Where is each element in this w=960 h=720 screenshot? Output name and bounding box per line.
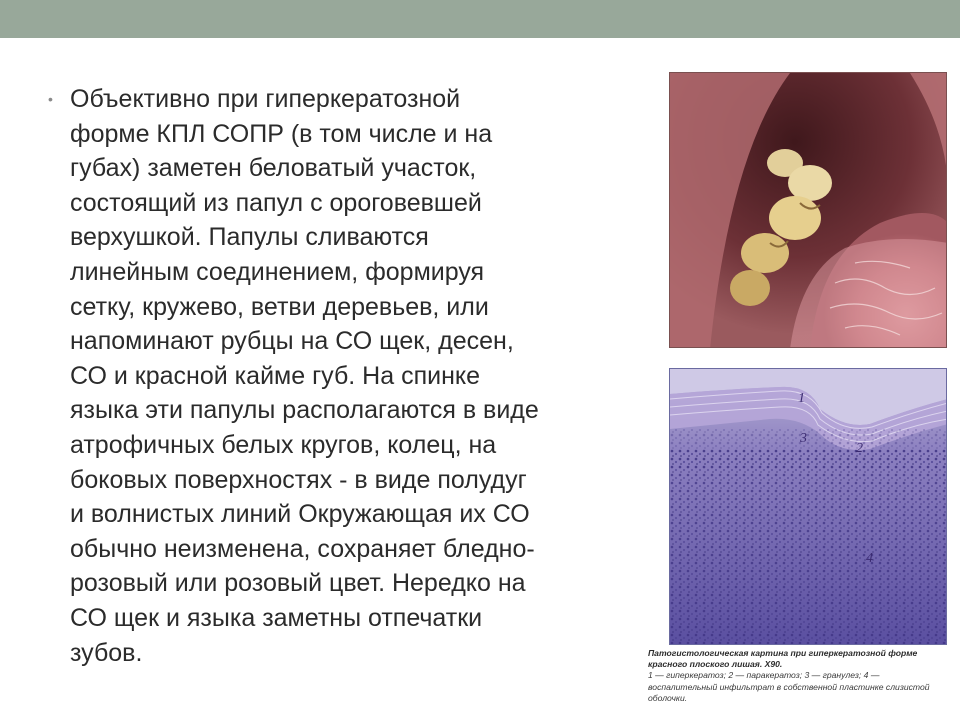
- histology-label-4: 4: [866, 551, 873, 566]
- title-bar: [0, 0, 960, 38]
- histology-label-1: 1: [798, 391, 805, 406]
- caption-title: Патогистологическая картина при гиперкератозной форме красного плоского лишая. Х90.: [648, 648, 918, 670]
- slide-body: [48, 82, 628, 670]
- figure-caption: [648, 648, 948, 704]
- bullet-paragraph: Объективно при гиперкератозной форме КПЛ СОПР (в том числе и на губах) заметен беловатый участок, состоящий из папул с ороговевшей верхушкой. Папулы сливаются линейным соединением, формируя сетку, кружево, ветви деревьев, или напоминают рубцы на СО щек, десен, СО и красной кайме губ. На спинке языка эти папулы располагаются в виде атрофичных белых кругов, колец, на боковых поверхностях - в виде полудуг и волнистых линий Окружающая их СО обычно неизменена, сохраняет бледно- розовый или розовый цвет. Нередко на СО щек и языка заметны отпечатки зубов.: [70, 85, 539, 667]
- caption-legend: 1 — гиперкератоз; 2 — паракератоз; 3 — гранулез; 4 — воспалительный инфильтрат в собственной пластинке слизистой оболочки.: [648, 670, 930, 703]
- clinical-photo: [669, 72, 947, 348]
- histology-image: [669, 368, 947, 645]
- bullet-icon: •: [48, 91, 53, 107]
- histology-label-3: 3: [800, 431, 807, 446]
- histology-label-2: 2: [856, 441, 863, 456]
